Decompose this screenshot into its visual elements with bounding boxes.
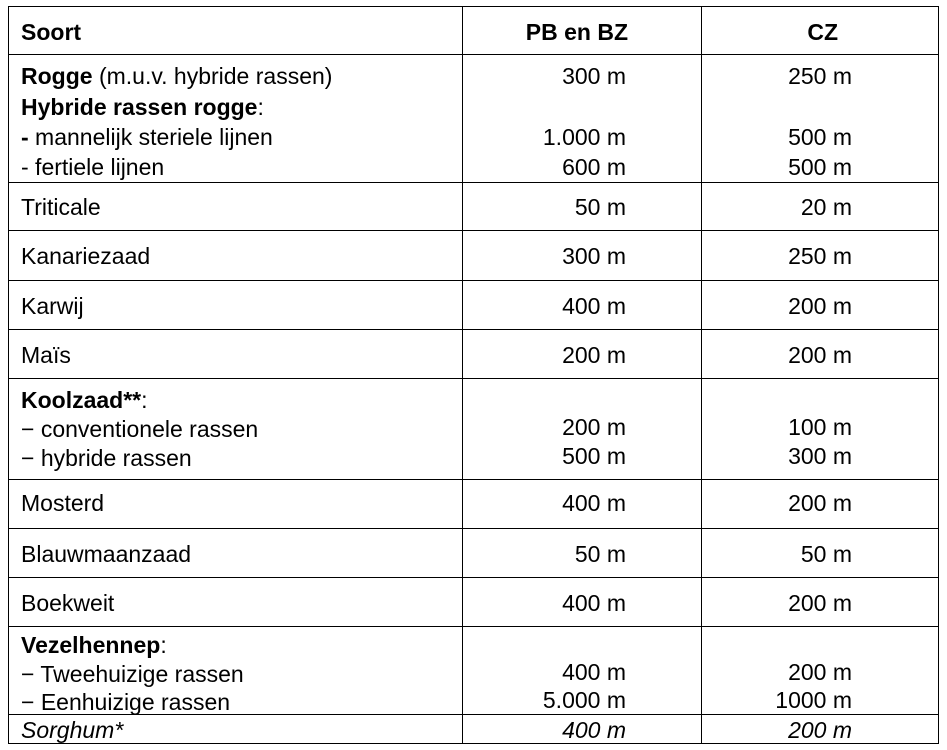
koolzaad-sub2-cz: 300 m	[788, 443, 852, 469]
table-row	[9, 330, 938, 379]
row-pb: 200 m	[562, 342, 626, 368]
rogge-sub1-cz: 500 m	[788, 124, 852, 150]
table-row	[9, 55, 938, 183]
row-cz: 200 m	[788, 293, 852, 319]
rogge-pb: 300 m	[562, 63, 626, 89]
header-cz: CZ	[807, 19, 838, 45]
vezelhennep-label	[21, 630, 167, 660]
colon: :	[141, 387, 148, 413]
vezelhennep-name: Vezelhennep	[21, 632, 161, 658]
hybride-rogge-label	[21, 92, 264, 122]
row-name: Mosterd	[21, 490, 105, 516]
rogge-note: (m.u.v. hybride rassen)	[92, 63, 333, 89]
row-cz: 200 m	[788, 342, 852, 368]
table-row	[9, 281, 938, 330]
table-row	[9, 183, 938, 231]
dash: -	[21, 124, 29, 150]
row-pb: 400 m	[562, 490, 626, 516]
row-name: Sorghum*	[21, 717, 124, 743]
table-row	[9, 715, 938, 745]
hybride-rogge-title: Hybride rassen rogge	[21, 94, 258, 120]
vezelhennep-sub2-label: − Eenhuizige rassen	[21, 689, 231, 715]
koolzaad-sub2-label: − hybride rassen	[21, 445, 192, 471]
rogge-label	[21, 61, 332, 91]
rogge-cz: 250 m	[788, 63, 852, 89]
row-pb: 400 m	[562, 717, 626, 743]
row-name: Karwij	[21, 293, 84, 319]
row-name: Maïs	[21, 342, 71, 368]
row-cz: 250 m	[788, 243, 852, 269]
row-cz: 200 m	[788, 490, 852, 516]
colon: :	[160, 632, 167, 658]
row-pb: 400 m	[562, 590, 626, 616]
rogge-sub2-label: - fertiele lijnen	[21, 154, 165, 180]
row-pb: 50 m	[574, 541, 626, 567]
rogge-sub1-label	[21, 122, 273, 152]
row-pb: 50 m	[574, 194, 626, 220]
isolation-distance-table	[8, 6, 939, 744]
rogge-sub1-text: mannelijk steriele lijnen	[28, 124, 273, 150]
rogge-name: Rogge	[21, 63, 93, 89]
vezelhennep-sub2-pb: 5.000 m	[542, 687, 626, 713]
koolzaad-name: Koolzaad**	[21, 387, 142, 413]
rogge-sub2-cz: 500 m	[788, 154, 852, 180]
row-cz: 200 m	[788, 590, 852, 616]
vezelhennep-sub1-cz: 200 m	[788, 659, 852, 685]
table-row	[9, 231, 938, 281]
koolzaad-sub1-label: − conventionele rassen	[21, 416, 259, 442]
koolzaad-sub2-pb: 500 m	[562, 443, 626, 469]
vezelhennep-sub2-cz: 1000 m	[775, 687, 852, 713]
koolzaad-sub1-pb: 200 m	[562, 414, 626, 440]
koolzaad-label	[21, 385, 148, 415]
row-name: Triticale	[21, 194, 101, 220]
table-row	[9, 480, 938, 529]
table-row	[9, 379, 938, 480]
row-cz: 50 m	[800, 541, 852, 567]
table-row	[9, 578, 938, 627]
vezelhennep-sub1-label: − Tweehuizige rassen	[21, 661, 244, 687]
rogge-sub2-pb: 600 m	[562, 154, 626, 180]
koolzaad-sub1-cz: 100 m	[788, 414, 852, 440]
header-pb-bz: PB en BZ	[525, 19, 628, 45]
row-pb: 400 m	[562, 293, 626, 319]
rogge-sub1-pb: 1.000 m	[542, 124, 626, 150]
table-row	[9, 627, 938, 715]
colon: :	[257, 94, 264, 120]
row-cz: 200 m	[788, 717, 852, 743]
row-pb: 300 m	[562, 243, 626, 269]
header-soort: Soort	[21, 19, 82, 45]
table-row	[9, 529, 938, 578]
vezelhennep-sub1-pb: 400 m	[562, 659, 626, 685]
row-cz: 20 m	[800, 194, 852, 220]
row-name: Boekweit	[21, 590, 115, 616]
table-header	[9, 7, 938, 55]
row-name: Kanariezaad	[21, 243, 151, 269]
row-name: Blauwmaanzaad	[21, 541, 192, 567]
